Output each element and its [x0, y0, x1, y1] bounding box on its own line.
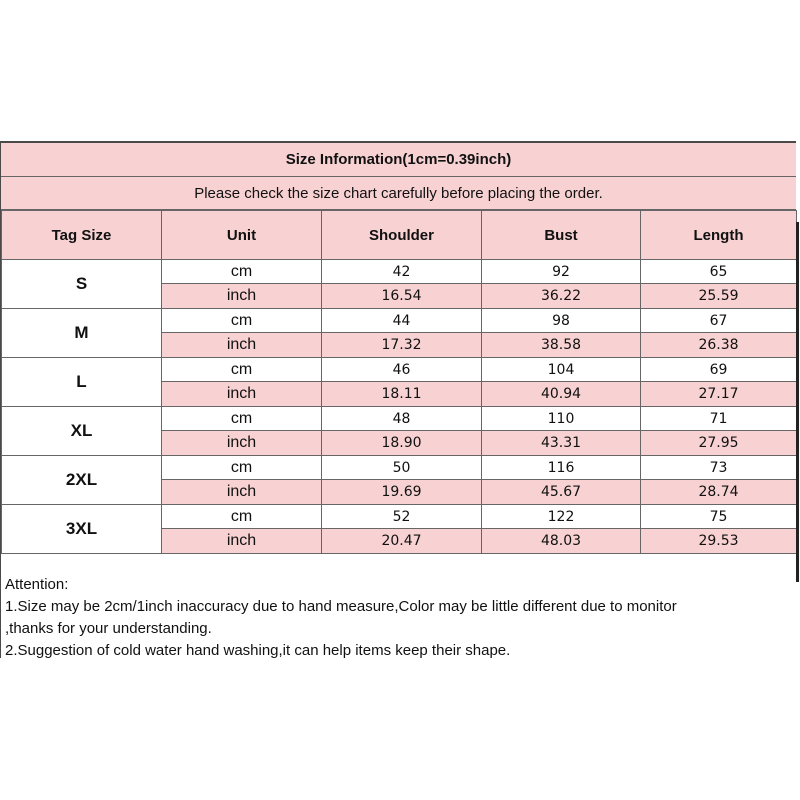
header-bust: Bust	[482, 211, 641, 260]
bust-cell: 38.58	[482, 333, 641, 358]
shoulder-cell: 52	[322, 505, 482, 529]
note-line: ,thanks for your understanding.	[5, 620, 212, 637]
unit-cell: cm	[162, 407, 322, 431]
notes-heading: Attention:	[5, 576, 69, 593]
chart-subtitle: Please check the size chart carefully before placing the order.	[1, 177, 796, 210]
table-row	[2, 407, 797, 431]
table-header-row	[2, 211, 797, 260]
unit-cell: cm	[162, 358, 322, 382]
unit-cell: cm	[162, 309, 322, 333]
header-shoulder: Shoulder	[322, 211, 482, 260]
bust-cell: 110	[482, 407, 641, 431]
table-row	[2, 505, 797, 529]
tag-size-cell: M	[2, 309, 162, 358]
bust-cell: 36.22	[482, 284, 641, 309]
table-row	[2, 260, 797, 284]
shoulder-cell: 46	[322, 358, 482, 382]
length-cell: 71	[641, 407, 797, 431]
length-cell: 29.53	[641, 529, 797, 554]
shoulder-cell: 44	[322, 309, 482, 333]
table-row	[2, 358, 797, 382]
header-length: Length	[641, 211, 797, 260]
bust-cell: 116	[482, 456, 641, 480]
shoulder-cell: 20.47	[322, 529, 482, 554]
shoulder-cell: 18.11	[322, 382, 482, 407]
unit-cell: inch	[162, 284, 322, 309]
bust-cell: 48.03	[482, 529, 641, 554]
unit-cell: cm	[162, 456, 322, 480]
length-cell: 27.17	[641, 382, 797, 407]
unit-cell: inch	[162, 431, 322, 456]
shoulder-cell: 18.90	[322, 431, 482, 456]
size-table	[1, 210, 797, 554]
bust-cell: 45.67	[482, 480, 641, 505]
table-row	[2, 309, 797, 333]
shoulder-cell: 50	[322, 456, 482, 480]
bust-cell: 43.31	[482, 431, 641, 456]
tag-size-cell: L	[2, 358, 162, 407]
header-tag-size: Tag Size	[2, 211, 162, 260]
tag-size-cell: S	[2, 260, 162, 309]
tag-size-cell: 3XL	[2, 505, 162, 554]
unit-cell: inch	[162, 529, 322, 554]
unit-cell: inch	[162, 333, 322, 358]
length-cell: 28.74	[641, 480, 797, 505]
length-cell: 75	[641, 505, 797, 529]
length-cell: 65	[641, 260, 797, 284]
attention-notes	[5, 574, 795, 662]
shoulder-cell: 42	[322, 260, 482, 284]
bust-cell: 98	[482, 309, 641, 333]
unit-cell: inch	[162, 480, 322, 505]
chart-title: Size Information(1cm=0.39inch)	[1, 143, 796, 177]
unit-cell: cm	[162, 505, 322, 529]
tag-size-cell: 2XL	[2, 456, 162, 505]
note-line: 2.Suggestion of cold water hand washing,it can help items keep their shape.	[5, 642, 511, 659]
right-edge-rule	[796, 222, 799, 582]
shoulder-cell: 17.32	[322, 333, 482, 358]
table-row	[2, 456, 797, 480]
shoulder-cell: 16.54	[322, 284, 482, 309]
shoulder-cell: 48	[322, 407, 482, 431]
length-cell: 25.59	[641, 284, 797, 309]
bust-cell: 104	[482, 358, 641, 382]
length-cell: 26.38	[641, 333, 797, 358]
bust-cell: 40.94	[482, 382, 641, 407]
unit-cell: inch	[162, 382, 322, 407]
length-cell: 27.95	[641, 431, 797, 456]
size-chart-sheet	[0, 141, 796, 658]
tag-size-cell: XL	[2, 407, 162, 456]
length-cell: 73	[641, 456, 797, 480]
header-unit: Unit	[162, 211, 322, 260]
shoulder-cell: 19.69	[322, 480, 482, 505]
unit-cell: cm	[162, 260, 322, 284]
note-line: 1.Size may be 2cm/1inch inaccuracy due to hand measure,Color may be little different due to monitor	[5, 598, 677, 615]
length-cell: 69	[641, 358, 797, 382]
bust-cell: 92	[482, 260, 641, 284]
length-cell: 67	[641, 309, 797, 333]
bust-cell: 122	[482, 505, 641, 529]
